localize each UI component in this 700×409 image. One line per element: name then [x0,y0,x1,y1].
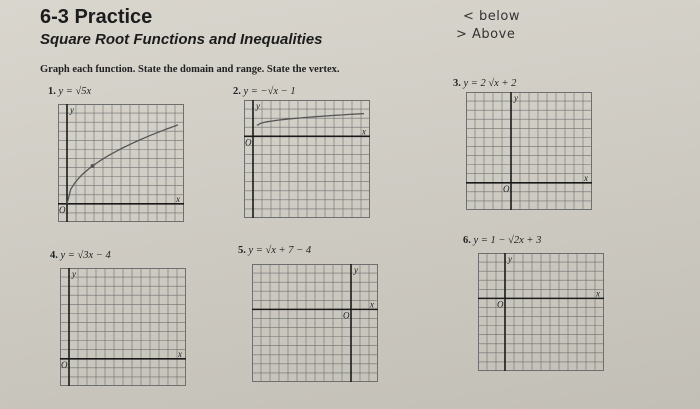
grid-6-svg[interactable] [478,253,604,371]
grid-3[interactable] [466,92,592,210]
grid-6-y-label: y [508,254,512,264]
problem-2-label [233,86,296,97]
handwritten-note-above: > Above [456,27,516,42]
grid-6-x-label: x [596,288,600,299]
problem-5-equation: y = √x + 7 − 4 [248,245,312,256]
grid-5-origin-label: O [343,310,350,321]
grid-4[interactable] [60,268,186,386]
handwritten-note-below: < below [463,9,520,24]
problem-1-label [48,86,91,97]
problem-5-label [238,245,311,256]
lesson-subtitle: Square Root Functions and Inequalities [40,31,323,48]
problem-4-number: 4. [50,250,58,261]
grid-6[interactable] [478,253,604,371]
grid-5-svg[interactable] [252,264,378,382]
grid-5[interactable] [252,264,378,382]
grid-1-origin-label: O [59,204,66,215]
grid-2[interactable] [244,100,370,218]
grid-4-svg[interactable] [60,268,186,386]
grid-1-curve [67,125,178,204]
grid-5-y-label: y [354,265,358,275]
grid-6-origin-label: O [497,299,504,310]
grid-3-x-label: x [584,172,588,183]
grid-5-x-label: x [370,299,374,310]
grid-2-curve [257,114,364,126]
grid-4-y-label: y [72,269,76,279]
problem-2-number: 2. [233,86,241,97]
grid-3-svg[interactable] [466,92,592,210]
problem-2-equation: y = −√x − 1 [243,86,296,97]
problem-3-label [453,78,516,89]
problem-6-equation: y = 1 − √2x + 3 [473,235,542,246]
grid-3-origin-label: O [503,183,510,194]
problem-3-number: 3. [453,78,461,89]
problem-6-label [463,235,541,246]
grid-4-origin-label: O [61,359,68,370]
problem-1-equation: y = √5x [58,86,92,97]
problem-5-number: 5. [238,245,246,256]
grid-4-x-label: x [178,348,182,359]
grid-2-y-label: y [256,101,260,111]
instructions-text: Graph each function. State the domain and range. State the vertex. [40,64,340,75]
grid-1-svg[interactable] [58,104,184,222]
grid-3-y-label: y [514,93,518,103]
problem-4-label [50,250,111,261]
lesson-title: 6-3 Practice [40,6,153,28]
grid-1-x-label: x [176,193,180,204]
grid-2-origin-label: O [245,137,252,148]
problem-4-equation: y = √3x − 4 [60,250,111,261]
grid-1-y-label: y [70,105,74,115]
grid-1-point [91,164,95,168]
problem-6-number: 6. [463,235,471,246]
problem-3-equation: y = 2 √x + 2 [463,78,517,89]
grid-1[interactable] [58,104,184,222]
problem-1-number: 1. [48,86,56,97]
grid-2-svg[interactable] [244,100,370,218]
grid-2-x-label: x [362,126,366,137]
